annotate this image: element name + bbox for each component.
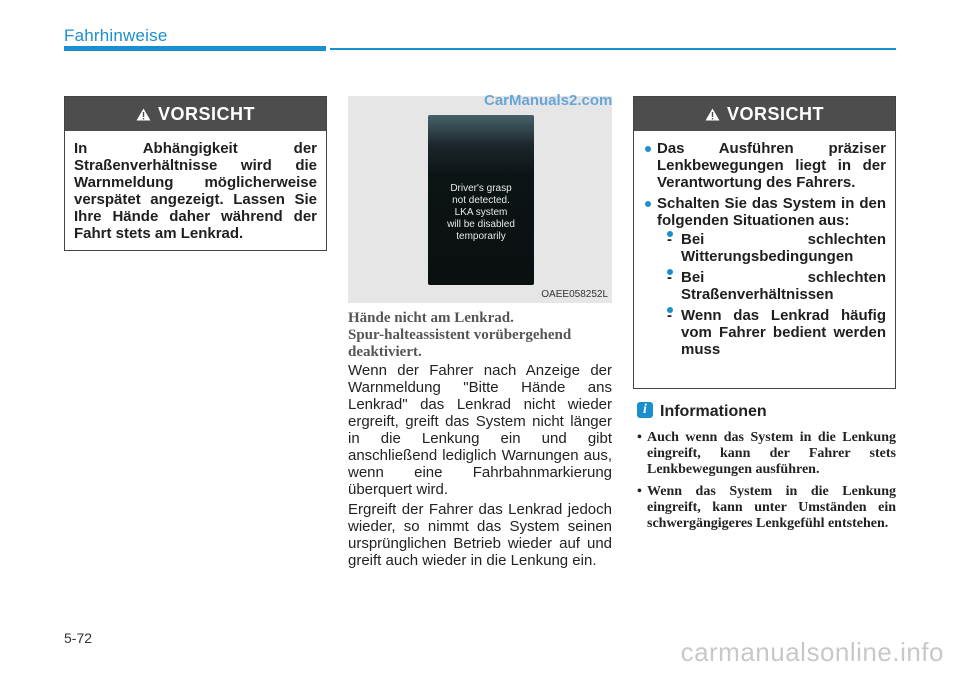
caution-title: VORSICHT [726, 103, 824, 124]
info-icon: i [637, 402, 653, 418]
situation-item: - Bei schlechten Witterungsbedingungen [657, 231, 886, 265]
caution-bullet [643, 195, 886, 358]
caution-header [634, 97, 895, 131]
section-title: Fahrhinweise [64, 26, 168, 45]
warning-triangle-icon [705, 108, 720, 121]
site-watermark: carmanualsonline.info [680, 637, 944, 667]
situation-item: - Wenn das Lenkrad häufig vom Fahrer bedient werden muss [657, 307, 886, 358]
display-line: will be disabled [447, 219, 515, 230]
caution-bullets [643, 140, 886, 358]
caption-line-2: Spur-halteassistent vorübergehend deaktiviert. [348, 327, 572, 360]
display-line: Driver's grasp [450, 183, 512, 194]
display-message [428, 183, 534, 243]
caution-content [634, 131, 895, 370]
body-paragraph-2: Ergreift der Fahrer das Lenkrad jedoch wieder, so nimmt das System seinen ursprünglichen Betrieb wieder auf und greift auch wieder in die Lenkung ein. [348, 501, 612, 569]
page-number: 5-72 [64, 630, 93, 646]
info-list [637, 430, 896, 538]
caution-title: VORSICHT [157, 103, 255, 124]
situation-list [657, 231, 886, 358]
caution-bullet: Das Ausführen präziser Lenkbewegungen liegt in der Verantwortung des Fahrers. [643, 140, 886, 191]
header-rule-thin [330, 48, 896, 50]
caution-header [65, 97, 326, 131]
situation-item: - Bei schlechten Straßenverhältnissen [657, 269, 886, 303]
caution-text: In Abhängigkeit der Straßenverhältnisse wird die Warnmeldung möglicherweise verspätet angezeigt. Lassen Sie Ihre Hände daher während der Fahrt stets am Lenkrad. [74, 140, 317, 242]
caption-line-1: Hände nicht am Lenkrad. [348, 310, 514, 326]
caution-bullet-text: Schalten Sie das System in den folgenden Situationen aus: [657, 195, 886, 229]
warning-triangle-icon [136, 108, 151, 121]
cluster-display [428, 115, 534, 285]
info-item: • Wenn das System in die Lenkung eingreift, kann unter Umständen ein schwergängigeres Lenkgefühl entstehen. [637, 484, 896, 532]
info-title: Informationen [660, 403, 767, 420]
display-line: LKA system [454, 207, 508, 218]
watermark: CarManuals2.com [484, 92, 613, 109]
body-paragraph-1: Wenn der Fahrer nach Anzeige der Warnmeldung "Bitte Hände ans Lenkrad" das Lenkrad nicht wieder ergreift, greift das System nicht länger in die Lenkung ein und gibt anschließend lediglich Warnungen aus, wenn eine Fahrbahnmarkierung überquert wird. [348, 362, 612, 498]
display-glow [428, 115, 534, 145]
info-item: • Auch wenn das System in die Lenkung eingreift, kann der Fahrer stets Lenkbewegungen ausführen. [637, 430, 896, 478]
header-rule-thick [64, 46, 326, 51]
caution-box-right [633, 96, 896, 389]
display-line: temporarily [456, 231, 506, 242]
display-line: not detected. [452, 195, 510, 206]
dashboard-figure [348, 96, 612, 303]
figure-caption [348, 310, 612, 361]
figure-code: OAEE058252L [541, 289, 608, 300]
caution-box-left [64, 96, 327, 251]
